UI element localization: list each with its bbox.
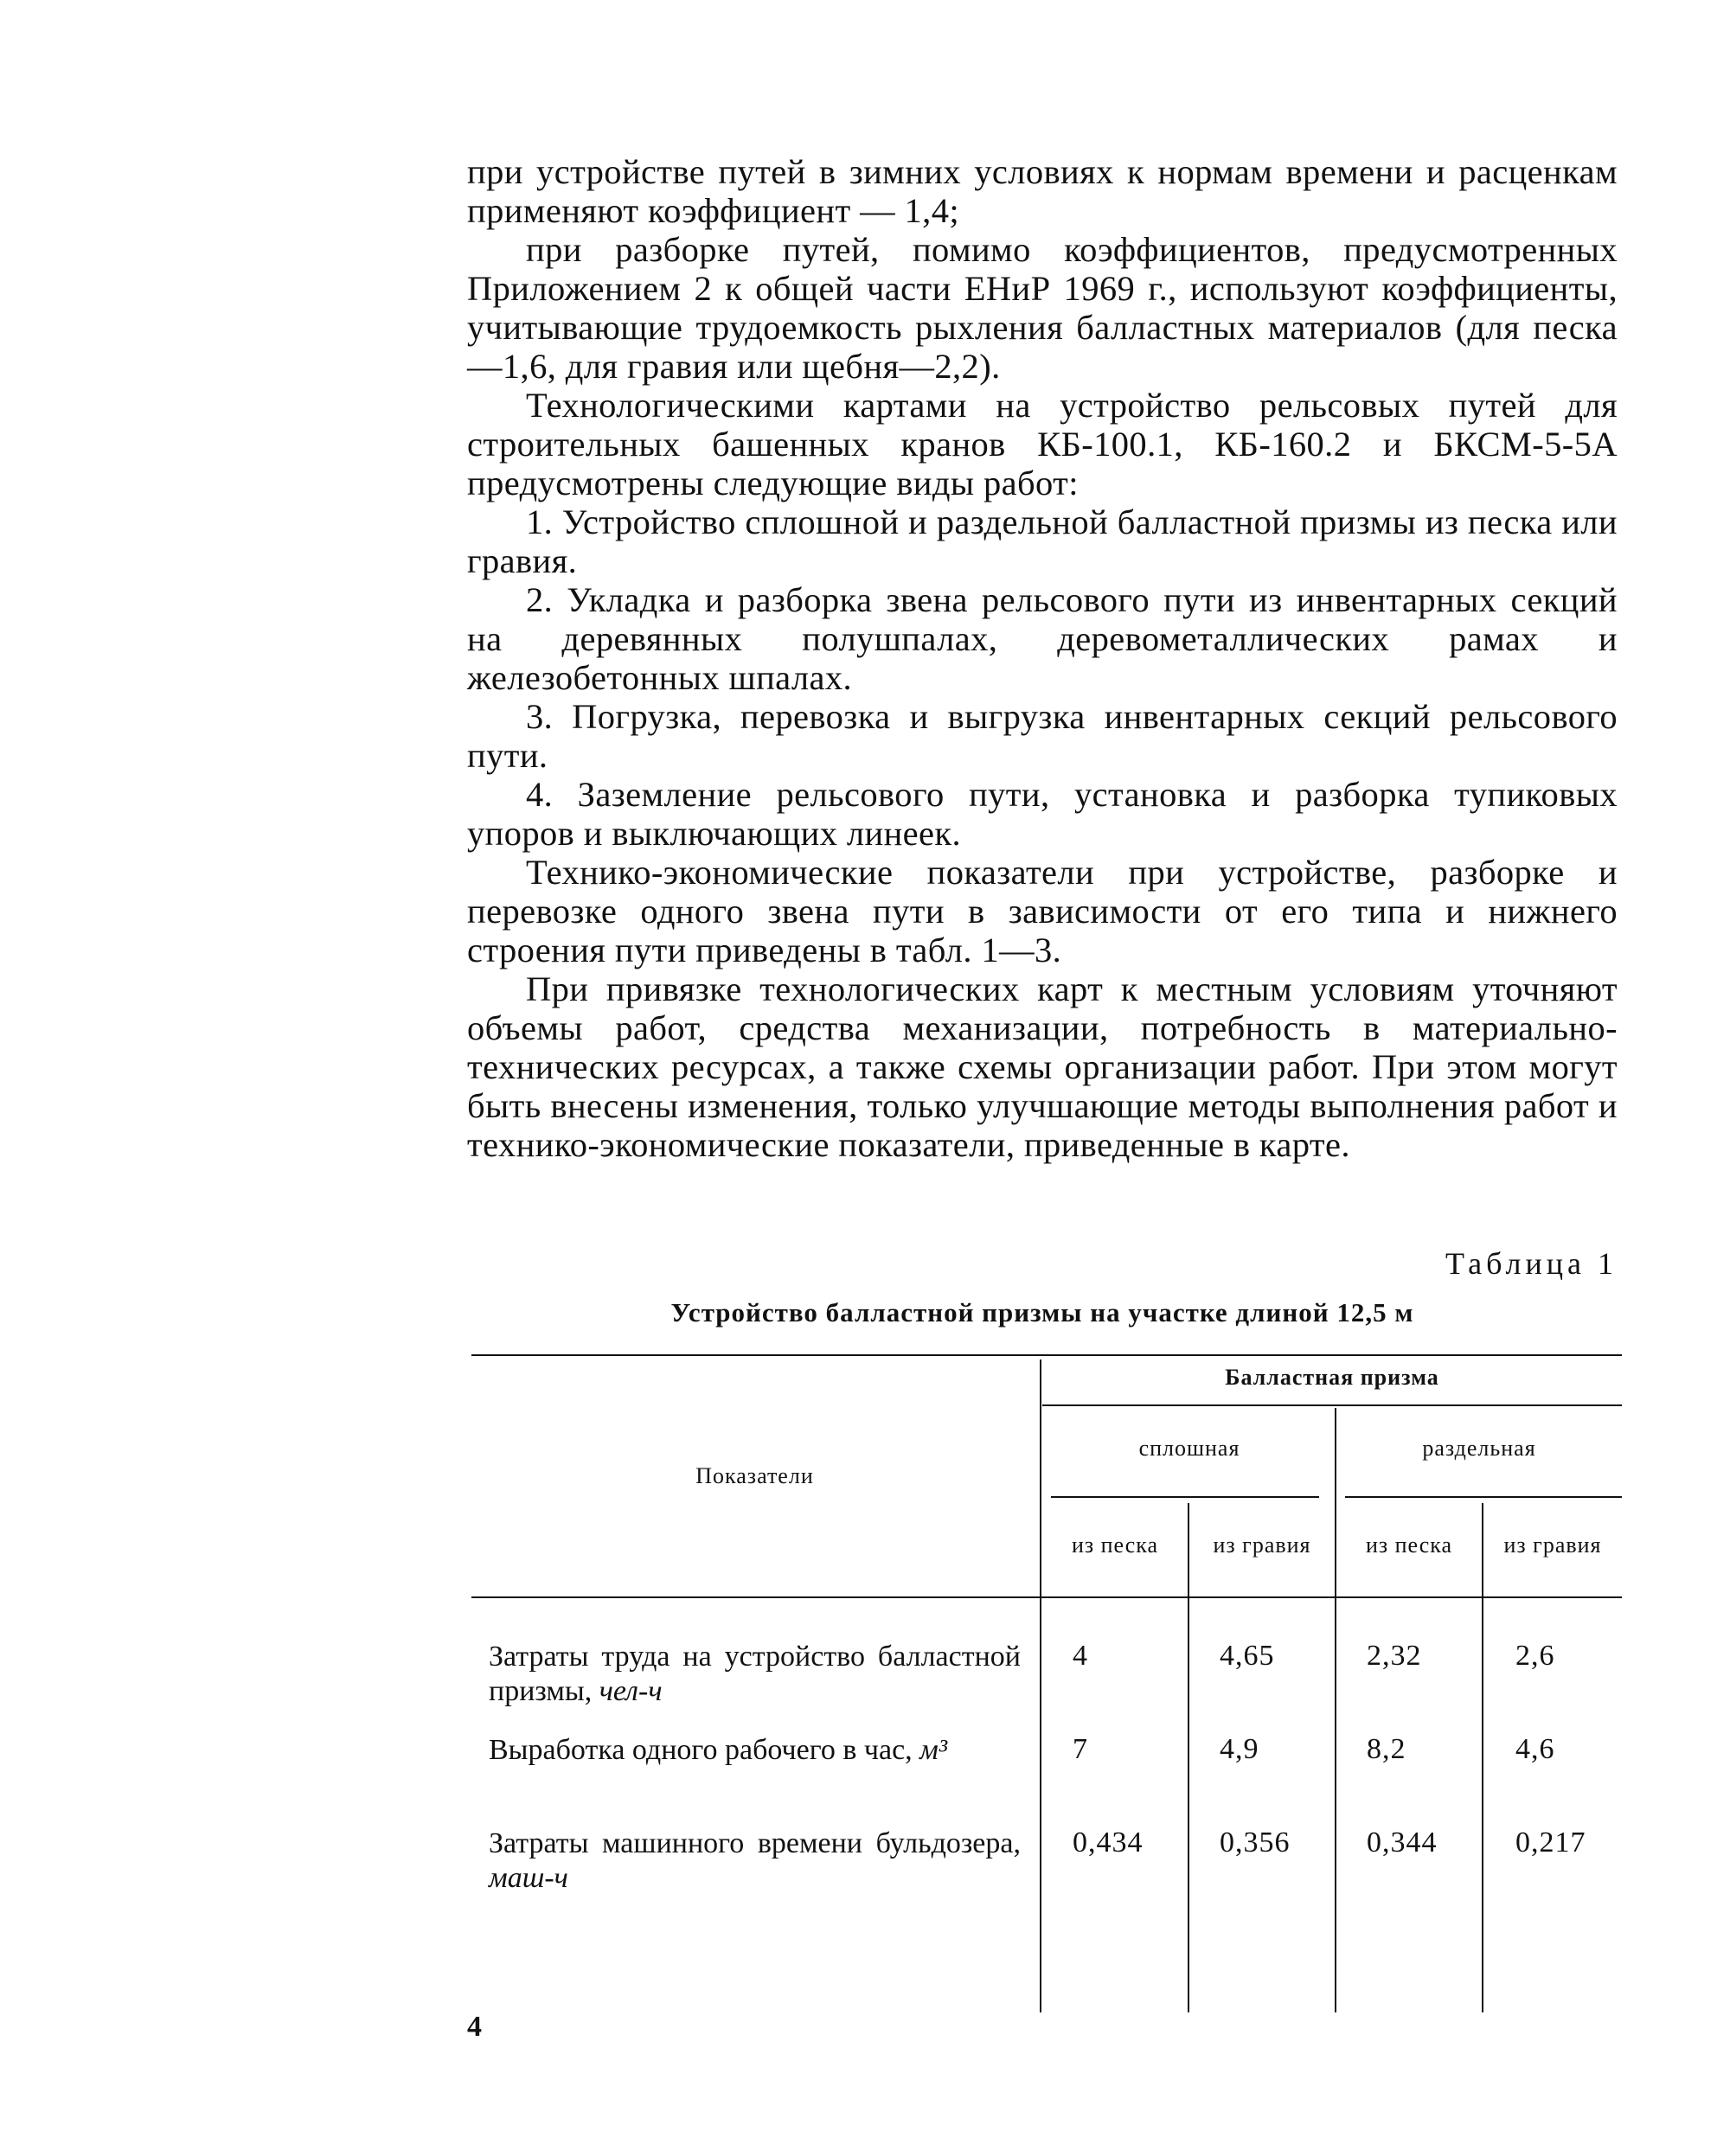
table-subgroup-rule-2 <box>1345 1496 1622 1498</box>
table-cell: 2,32 <box>1367 1640 1422 1672</box>
header-sand: из песка <box>1365 1532 1453 1558</box>
table-col-divider <box>1335 1408 1336 2012</box>
row-unit: чел-ч <box>599 1675 663 1707</box>
table-top-rule <box>471 1354 1622 1356</box>
table-col-divider <box>1040 1359 1041 2012</box>
row-unit: м³ <box>919 1734 948 1766</box>
table-row-label: Выработка одного рабочего в час, м³ <box>489 1734 948 1766</box>
table-header-bottom-rule <box>471 1596 1622 1598</box>
header-indicators: Показатели <box>695 1463 814 1488</box>
table-col-divider <box>1482 1503 1483 2012</box>
header-sand: из песка <box>1071 1532 1159 1558</box>
paragraph: при устройстве путей в зимних условиях к нормам времени и расценкам применяют коэффициент — 1,4; <box>467 152 1618 230</box>
header-solid: сплошная <box>1138 1436 1240 1461</box>
table-number: Таблица 1 <box>1445 1246 1618 1281</box>
paragraph: 2. Укладка и разборка звена рельсового пути из инвентарных секций на деревянных полушпалах, деревометаллических рамах и железобетонных шпалах. <box>467 580 1618 697</box>
paragraph: Технологическими картами на устройство рельсовых путей для строительных башенных кранов КБ-100.1, КБ-160.2 и БКСМ-5-5А предусмотрены следующие виды работ: <box>467 386 1618 502</box>
table-cell: 0,344 <box>1367 1827 1438 1859</box>
paragraph: 4. Заземление рельсового пути, установка и разборка тупиковых упоров и выключающих линеек. <box>467 775 1618 853</box>
table-cell: 4,65 <box>1220 1640 1275 1672</box>
paragraph: при разборке путей, помимо коэффициентов, предусмотренных Приложением 2 к общей части ЕНиР 1969 г., используют коэффициенты, учитывающие трудоемкость рыхления балластных материалов (для песка—1,6, для гравия или щебня—2,2). <box>467 230 1618 386</box>
header-ballast-prism: Балластная призма <box>1225 1365 1439 1390</box>
table-cell: 0,434 <box>1073 1827 1144 1859</box>
table-subgroup-rule-1 <box>1051 1496 1319 1498</box>
paragraph: 1. Устройство сплошной и раздельной балластной призмы из песка или гравия. <box>467 502 1618 580</box>
table-col-divider <box>1188 1503 1189 2012</box>
header-gravel: из гравия <box>1503 1532 1602 1558</box>
page-number: 4 <box>467 2011 482 2043</box>
table-cell: 4,9 <box>1220 1733 1259 1765</box>
table-row-label: Затраты труда на устройство балластной призмы, чел-ч <box>489 1641 1021 1707</box>
paragraph: Технико-экономические показатели при устройстве, разборке и перевозке одного звена пути в зависимости от его типа и нижнего строения пути приведены в табл. 1—3. <box>467 853 1618 969</box>
table-cell: 7 <box>1073 1733 1088 1765</box>
table-group-rule <box>1042 1404 1622 1406</box>
table-cell: 4 <box>1073 1640 1088 1672</box>
table-cell: 8,2 <box>1367 1733 1406 1765</box>
header-separate: раздельная <box>1422 1436 1536 1461</box>
table-cell: 2,6 <box>1515 1640 1555 1672</box>
table-cell: 4,6 <box>1515 1733 1555 1765</box>
table-cell: 0,217 <box>1515 1827 1586 1859</box>
header-gravel: из гравия <box>1213 1532 1311 1558</box>
row-unit: маш-ч <box>489 1862 568 1894</box>
table-title: Устройство балластной призмы на участке длиной 12,5 м <box>670 1297 1414 1328</box>
table-cell: 0,356 <box>1220 1827 1291 1859</box>
paragraph: При привязке технологических карт к местным условиям уточняют объемы работ, средства механизации, потребность в материально-технических ресурсах, а также схемы организации работ. При этом могут быть внесены изменения, только улучшающие методы выполнения работ и технико-экономические показатели, приведенные в карте. <box>467 969 1618 1164</box>
body-text <box>467 152 1618 1164</box>
table-row-label: Затраты машинного времени бульдозера, маш-ч <box>489 1827 1021 1894</box>
paragraph: 3. Погрузка, перевозка и выгрузка инвентарных секций рельсового пути. <box>467 697 1618 775</box>
